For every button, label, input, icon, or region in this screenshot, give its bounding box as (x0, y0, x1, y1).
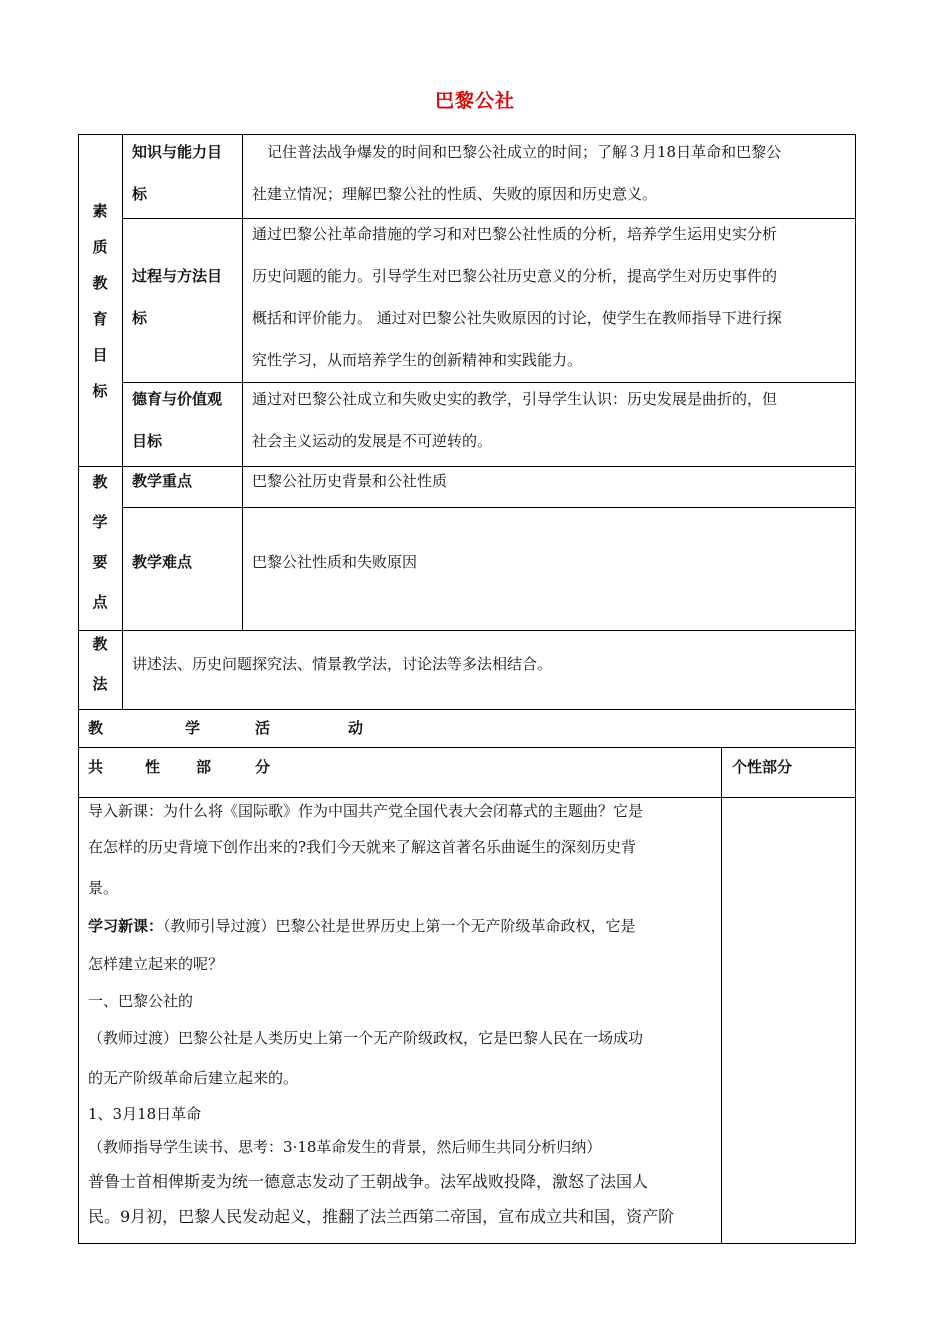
knowledge-goal-label: 知识与能力目 标 (132, 143, 223, 203)
activity-line: 的无产阶级革命后建立起来的。 (88, 1069, 299, 1087)
activity-line: 怎样建立起来的呢？ (88, 955, 224, 973)
activity-line: 在怎样的历史背境下创作出来的?我们今天就来了解这首著名乐曲诞生的深刻历史背 (88, 838, 637, 856)
method-text: 讲述法、历史问题探究法、情景教学法，讨论法等多法相结合。 (132, 655, 553, 673)
activity-line: （教师过渡）巴黎公社是人类历史上第一个无产阶级政权，它是巴黎人民在一场成功 (88, 1029, 644, 1047)
activity-line: （教师指导学生读书、思考：3·18革命发生的背景，然后师生共同分析归纳） (88, 1138, 602, 1156)
activity-line: 1、3月18日革命 (88, 1105, 202, 1123)
activity-line: 一、巴黎公社的 (88, 992, 194, 1010)
goals-section-label: 素 质 教 育 目 标 (92, 202, 108, 400)
knowledge-goal-text: 记住普法战争爆发的时间和巴黎公社成立的时间；了解３月18日革命和巴黎公 社建立情况；理解巴黎公社的性质、失败的原因和历史意义。 (252, 143, 782, 203)
process-goal-label: 过程与方法目 标 (132, 267, 223, 327)
moral-goal-label: 德育与价值观 目标 (132, 390, 223, 450)
personal-part-header: 个性部分 (732, 758, 793, 776)
process-goal-text: 通过巴黎公社革命措施的学习和对巴黎公社性质的分析，培养学生运用史实分析 历史问题的能力。引导学生对巴黎公社历史意义的分析，提高学生对历史事件的 概括和评价能力。 通过对巴黎公社失败原因的讨论，使学生在教师指导下进行探 究性学习，从而培养学生的创新精神和实践能力。 (252, 225, 782, 369)
activities-header: 教 学 活 动 (88, 719, 364, 737)
teaching-difficulty-text: 巴黎公社性质和失败原因 (252, 553, 418, 571)
method-section-label: 教 法 (92, 635, 108, 693)
activity-line: 学习新课：（教师引导过渡）巴黎公社是世界历史上第一个无产阶级革命政权，它是 (88, 917, 636, 935)
teaching-focus-text: 巴黎公社历史背景和公社性质 (252, 472, 448, 490)
moral-goal-text: 通过对巴黎公社成立和失败史实的教学，引导学生认识：历史发展是曲折的，但 社会主义运动的发展是不可逆转的。 (252, 390, 778, 450)
activity-line: 普鲁士首相俾斯麦为统一德意志发动了王朝战争。法军战败投降，激怒了法国人 (88, 1172, 649, 1191)
activity-line: 民。9月初，巴黎人民发动起义，推翻了法兰西第二帝国，宣布成立共和国，资产阶 (88, 1207, 675, 1226)
teaching-focus-label: 教学重点 (132, 472, 193, 490)
page-title: 巴黎公社 (434, 90, 515, 112)
activity-content (88, 797, 716, 1235)
activity-line: 导入新课：为什么将《国际歌》作为中国共产党全国代表大会闭幕式的主题曲？它是 (88, 802, 644, 820)
common-part-header: 共 性 部 分 (88, 758, 271, 776)
teaching-difficulty-label: 教学难点 (132, 553, 193, 571)
key-points-section-label: 教 学 要 点 (92, 473, 108, 611)
activity-line: 景。 (88, 879, 119, 897)
